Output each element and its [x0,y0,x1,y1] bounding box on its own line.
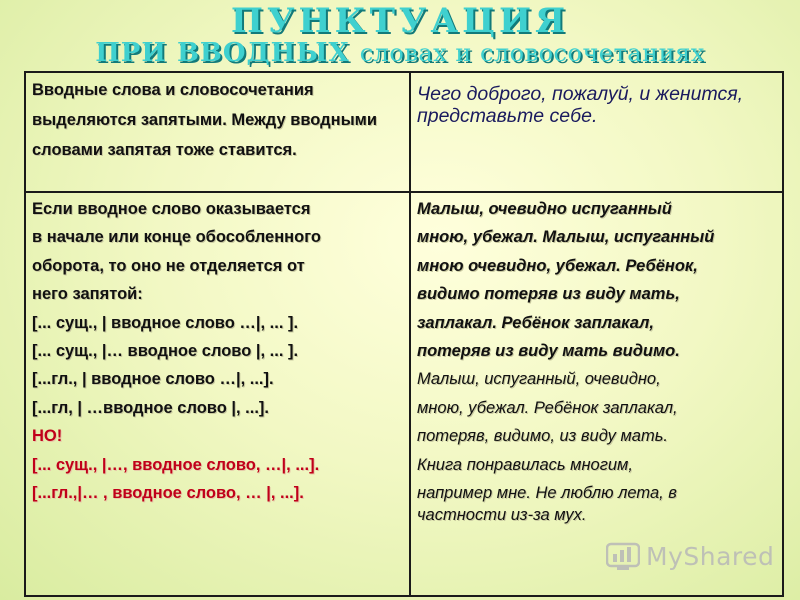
scheme-line: [... сущ., | вводное слово …|, ... ]. [32,313,299,332]
exception-scheme-line: [... сущ., |…, вводное слово, …|, ...]. [32,455,320,474]
watermark-logo [606,538,776,574]
exception-scheme-line: [...гл.,|… , вводное слово, … |, ...]. [32,484,304,503]
example-line: заплакал. Ребёнок заплакал, [417,313,654,332]
rules-table [24,71,784,597]
rule-line: оборота, то оно не отделяется от [32,256,305,275]
rule-line: него запятой: [32,285,143,304]
example-line: потеряв из виду мать видимо. [417,342,680,361]
example-line: мною очевидно, убежал. Ребёнок, [417,256,698,275]
title-line-2 [0,38,800,68]
table-row [25,72,783,192]
example-cell [410,192,783,596]
example-line: мною, убежал. Ребёнок заплакал, [417,398,678,417]
scheme-line: [... сущ., |… вводное слово |, ... ]. [32,342,299,361]
example-line: частности из-за мух. [417,506,587,525]
title-line-2-caps: ПРИ ВВОДНЫХ [95,38,350,68]
scheme-line: [...гл, | …вводное слово |, ...]. [32,398,269,417]
exception-label: НО! [32,427,63,446]
example-line: Малыш, очевидно испуганный [417,200,672,218]
rule-line: в начале или конце обособленного [32,228,321,247]
example-line: Книга понравилась многим, [417,455,633,474]
scheme-line: [...гл., | вводное слово …|, ...]. [32,370,274,389]
title-line-1: ПУНКТУАЦИЯ [230,1,570,41]
example-line: потеряв, видимо, из виду мать. [417,427,668,446]
title-line-2-rest: словах и словосочетаниях [359,39,705,67]
example-line: видимо потеряв из виду мать, [417,285,680,304]
rule-text: Вводные слова и словосочетания выделяются запятыми. Между вводными словами запятая тоже ставится. [32,81,378,159]
rule-cell [25,72,410,192]
table-row [25,192,783,596]
bar-chart-icon [606,540,640,572]
example-line: например мне. Не люблю лета, в [417,484,677,503]
example-line: Малыш, испуганный, очевидно, [417,370,661,389]
example-text: Чего доброго, пожалуй, и женится, представьте себе. [417,83,744,127]
rule-cell [25,192,410,596]
watermark-text: MyShared [646,541,775,571]
slide-title [0,1,800,68]
example-cell [410,72,783,192]
rule-line: Если вводное слово оказывается [32,200,311,218]
example-line: мною, убежал. Малыш, испуганный [417,228,715,247]
